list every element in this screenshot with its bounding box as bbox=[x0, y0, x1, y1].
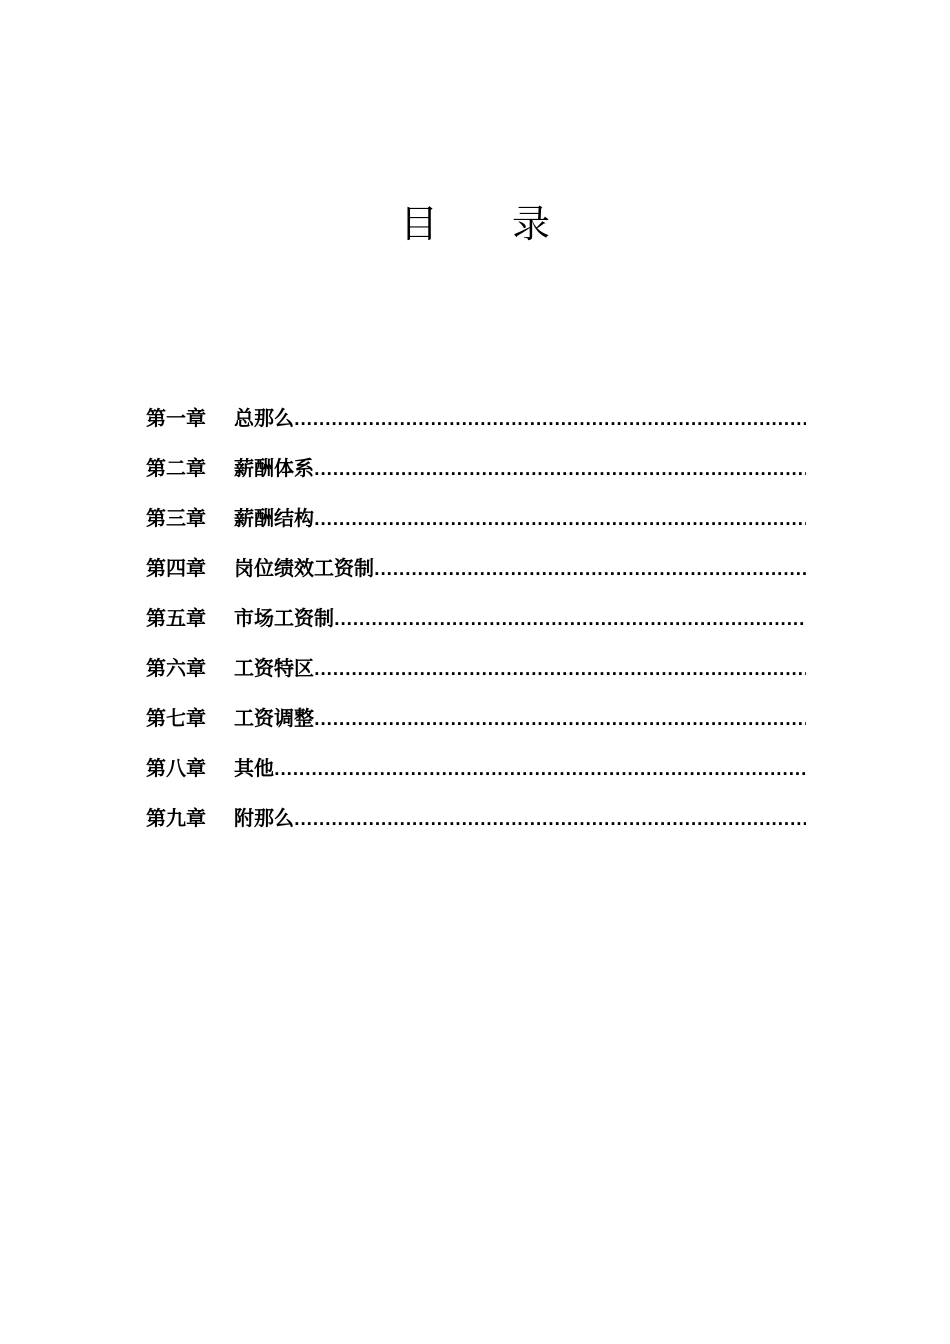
toc-dot-leader bbox=[274, 752, 806, 788]
page-title: 目录 bbox=[399, 202, 624, 246]
toc-entry-chapter-7[interactable] bbox=[146, 700, 806, 750]
toc-entry-chapter-5[interactable] bbox=[146, 600, 806, 650]
toc-dot-leader bbox=[314, 652, 806, 688]
toc-dot-leader bbox=[294, 402, 806, 438]
toc-chapter-number: 第四章 bbox=[146, 556, 206, 580]
toc-chapter-number: 第一章 bbox=[146, 406, 206, 430]
toc-chapter-number: 第五章 bbox=[146, 606, 206, 630]
toc-chapter-heading: 附那么 bbox=[234, 806, 294, 830]
toc-chapter-heading: 工资调整 bbox=[234, 706, 314, 730]
toc-chapter-number: 第三章 bbox=[146, 506, 206, 530]
toc-entry-chapter-8[interactable] bbox=[146, 750, 806, 800]
toc-chapter-heading: 岗位绩效工资制 bbox=[234, 556, 374, 580]
toc-dot-leader bbox=[334, 602, 806, 638]
toc-chapter-number: 第六章 bbox=[146, 656, 206, 680]
toc-entry-chapter-9[interactable] bbox=[146, 800, 806, 850]
toc-chapter-number: 第九章 bbox=[146, 806, 206, 830]
toc-entry-chapter-6[interactable] bbox=[146, 650, 806, 700]
toc-chapter-heading: 薪酬体系 bbox=[234, 456, 314, 480]
toc-chapter-number: 第八章 bbox=[146, 756, 206, 780]
toc-entry-chapter-4[interactable] bbox=[146, 550, 806, 600]
toc-chapter-heading: 其他 bbox=[234, 756, 274, 780]
toc-dot-leader bbox=[314, 702, 806, 738]
toc-chapter-heading: 工资特区 bbox=[234, 656, 314, 680]
toc-entry-chapter-2[interactable] bbox=[146, 450, 806, 500]
toc-dot-leader bbox=[314, 502, 806, 538]
toc-entry-chapter-1[interactable] bbox=[146, 400, 806, 450]
toc-chapter-heading: 市场工资制 bbox=[234, 606, 334, 630]
toc-dot-leader bbox=[314, 452, 806, 488]
toc-entry-chapter-3[interactable] bbox=[146, 500, 806, 550]
toc-chapter-heading: 总那么 bbox=[234, 406, 294, 430]
toc-chapter-number: 第七章 bbox=[146, 706, 206, 730]
toc-chapter-heading: 薪酬结构 bbox=[234, 506, 314, 530]
toc-chapter-number: 第二章 bbox=[146, 456, 206, 480]
toc-dot-leader bbox=[294, 802, 806, 838]
table-of-contents bbox=[146, 400, 806, 850]
toc-dot-leader bbox=[374, 552, 806, 588]
